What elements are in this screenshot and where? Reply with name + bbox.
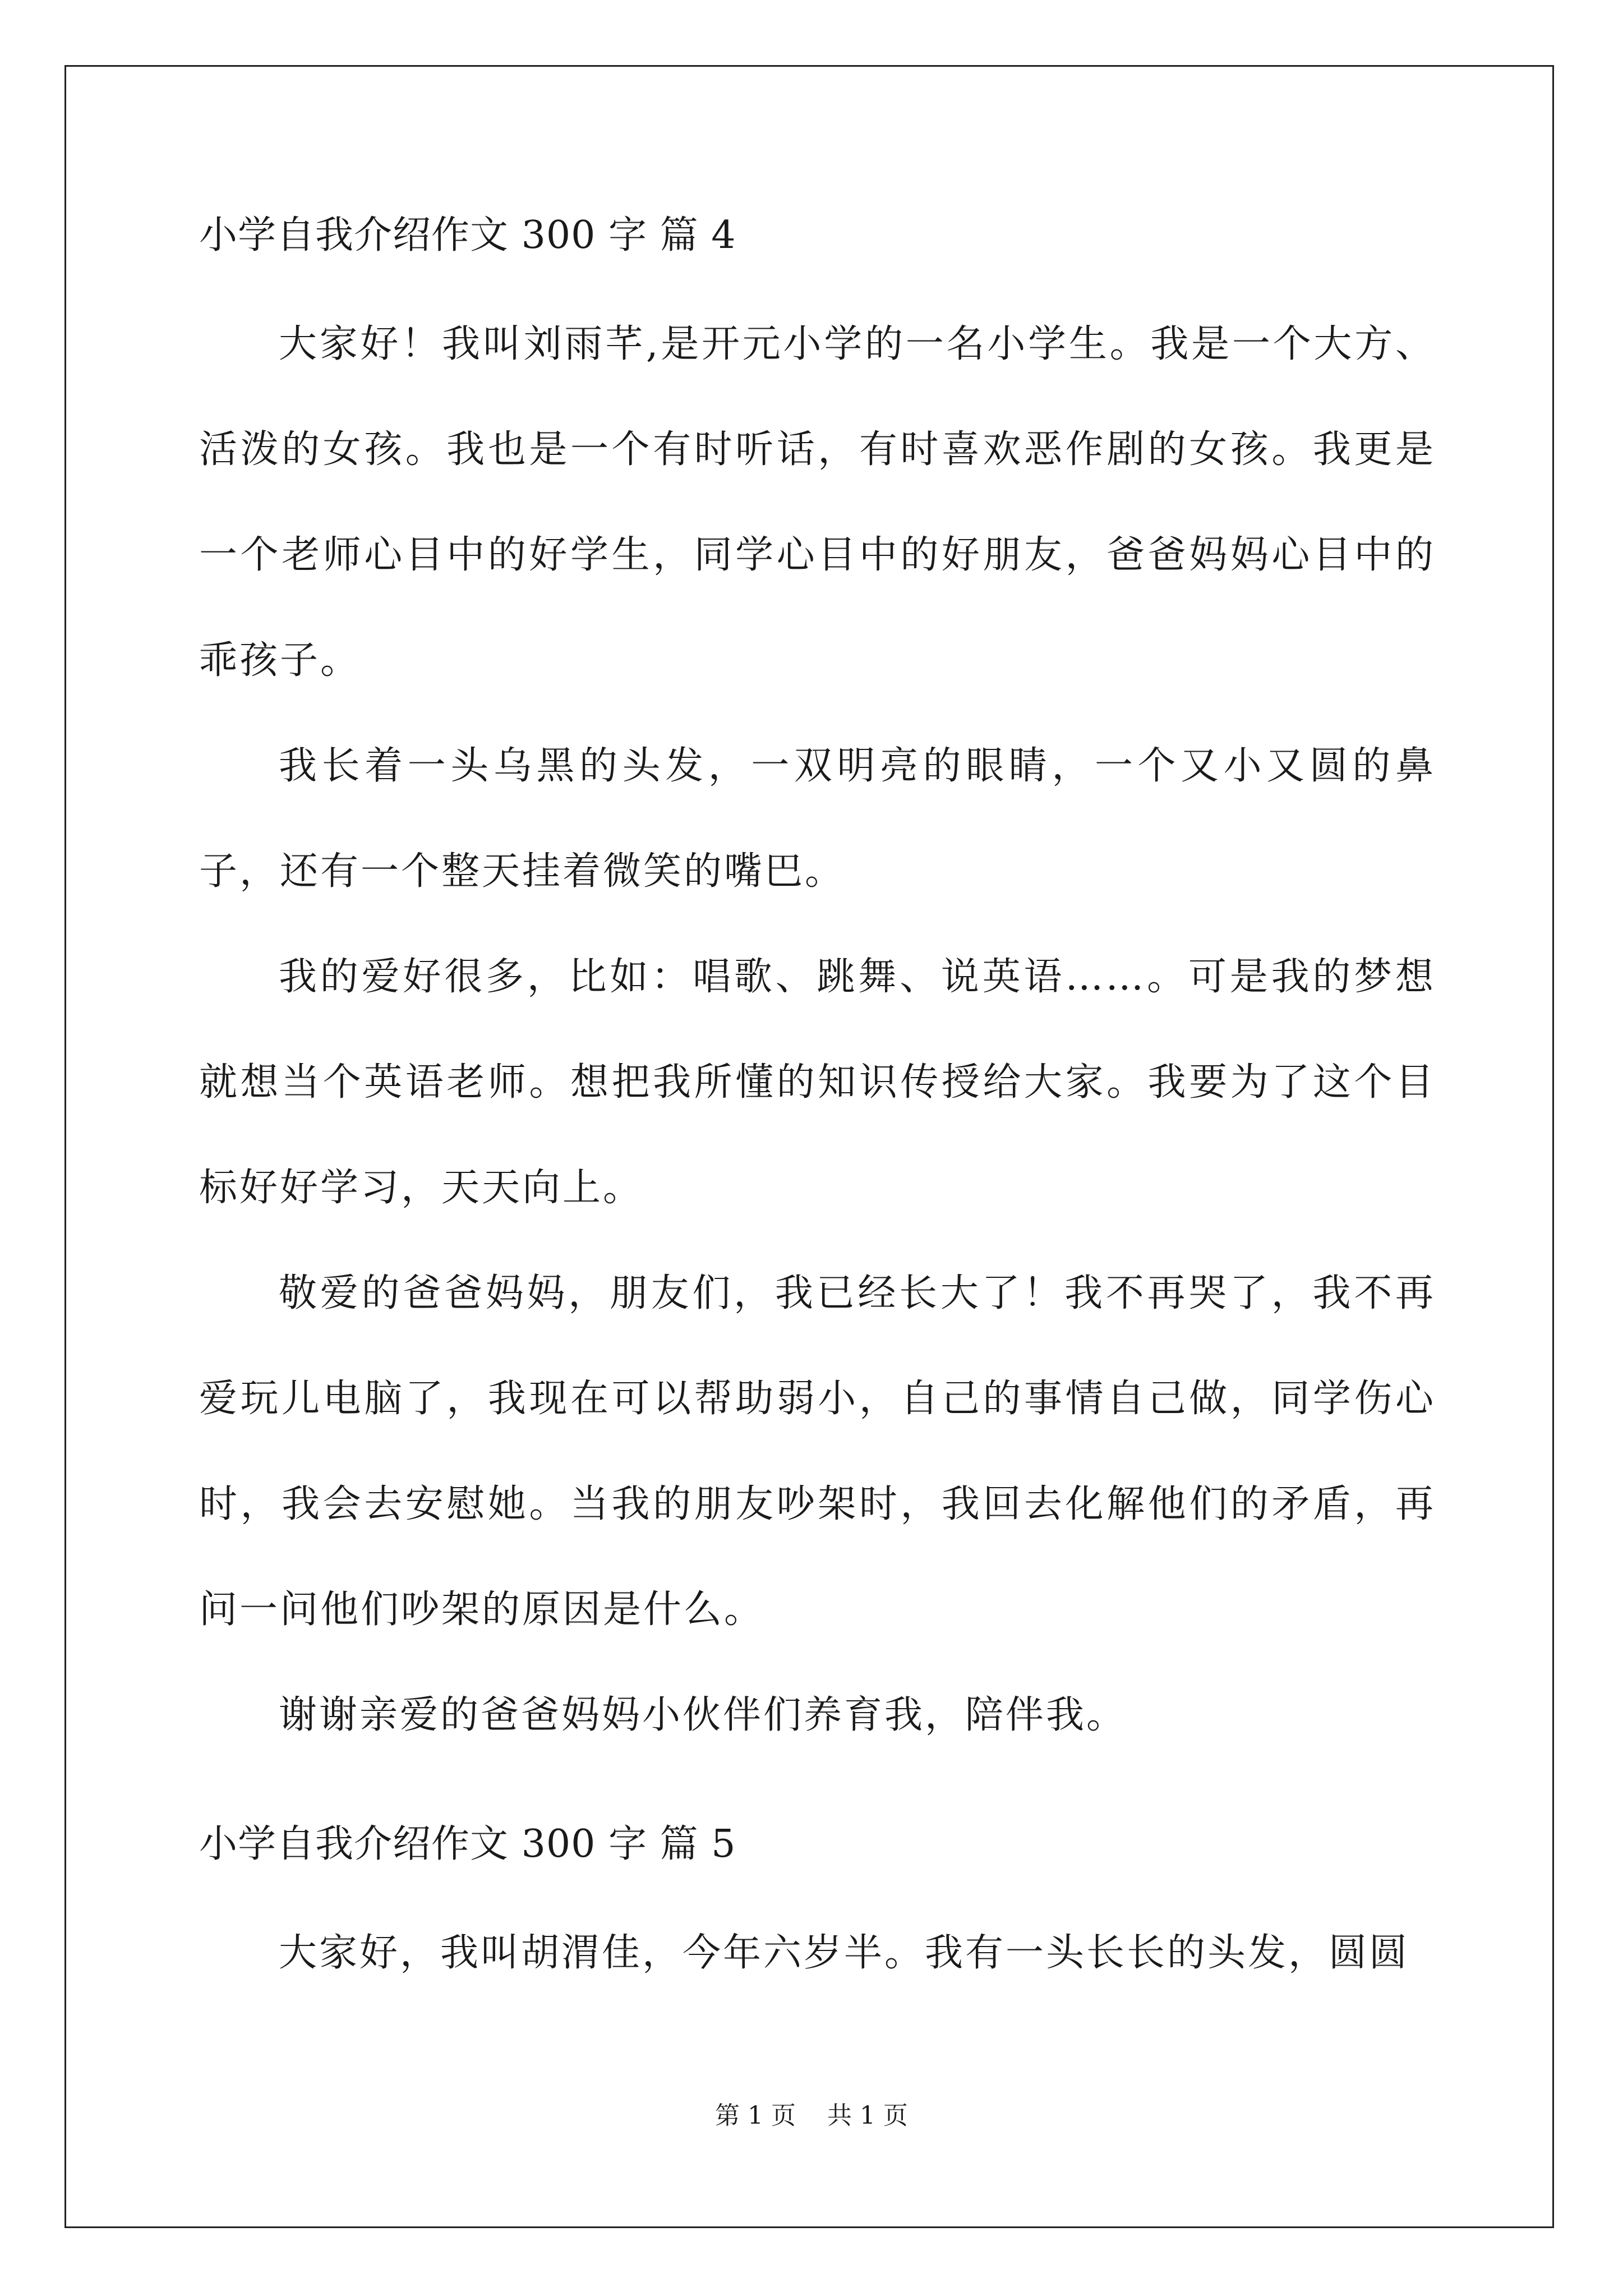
document-body [199, 208, 1436, 2006]
section-heading: 小学自我介绍作文 300 字 篇 5 [199, 1822, 736, 1866]
paragraph: 我长着一头乌黑的头发，一双明亮的眼睛，一个又小又圆的鼻子，还有一个整天挂着微笑的嘴巴。 [199, 744, 1436, 894]
page-footer: 第 1 页 共 1 页 [715, 2101, 908, 2130]
paragraph: 我的爱好很多，比如：唱歌、跳舞、说英语……。可是我的梦想就想当个英语老师。想把我所懂的知识传授给大家。我要为了这个目标好好学习，天天向上。 [199, 955, 1436, 1210]
paragraph: 大家好，我叫胡渭佳，今年六岁半。我有一头长长的头发，圆圆 [279, 1931, 1410, 1975]
paragraph: 大家好！我叫刘雨芊,是开元小学的一名小学生。我是一个大方、活泼的女孩。我也是一个有时听话，有时喜欢恶作剧的女孩。我更是一个老师心目中的好学生，同学心目中的好朋友，爸爸妈妈心目中的乖孩子。 [199, 322, 1436, 683]
paragraph: 谢谢亲爱的爸爸妈妈小伙伴们养育我，陪伴我。 [279, 1693, 1127, 1737]
paragraph: 敬爱的爸爸妈妈，朋友们，我已经长大了！我不再哭了，我不再爱玩儿电脑了，我现在可以帮助弱小，自己的事情自己做，同学伤心时，我会去安慰她。当我的朋友吵架时，我回去化解他们的矛盾，再问一问他们吵架的原因是什么。 [199, 1271, 1436, 1632]
section-heading: 小学自我介绍作文 300 字 篇 4 [199, 213, 736, 257]
